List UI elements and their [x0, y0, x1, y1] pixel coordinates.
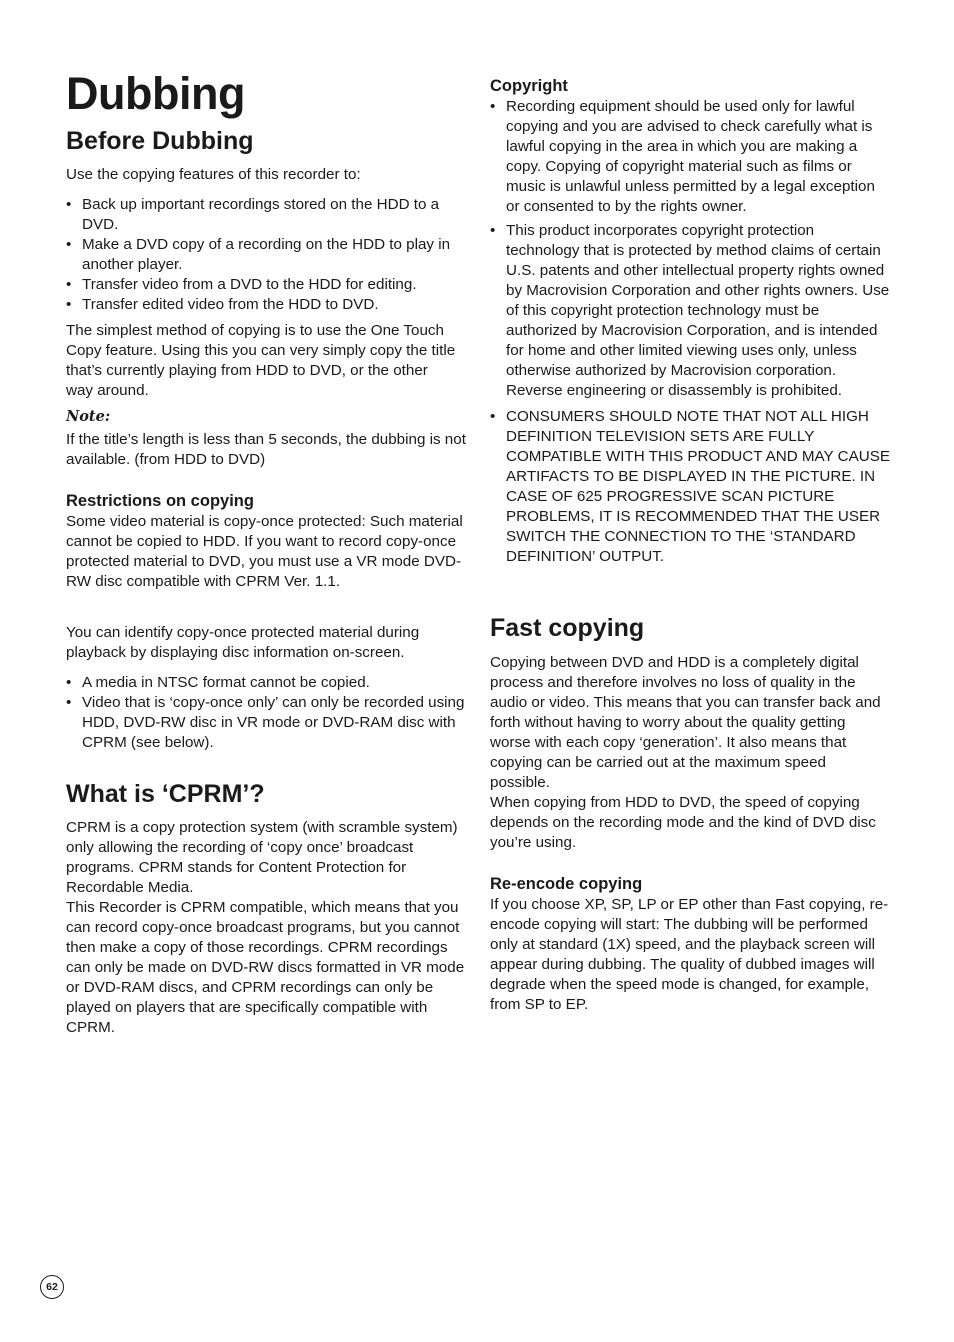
reencode-paragraph: If you choose XP, SP, LP or EP other than Fast copying, re-encode copying will start: The dubbing will be performed only at standard (1X) speed, and the playback screen will appear during dubbing. The quality of dubbed images will degrade when the speed mode is changed, for example, from SP to EP.: [490, 896, 889, 1013]
reencode-heading: Re-encode copying: [490, 875, 643, 893]
before-dubbing-heading: Before Dubbing: [66, 127, 254, 155]
before-dubbing-list: [66, 195, 466, 315]
page-number-badge: 62: [40, 1275, 64, 1299]
list-item: • Back up important recordings stored on the HDD to a DVD.: [66, 195, 466, 235]
list-item: • Transfer video from a DVD to the HDD for editing.: [66, 275, 466, 295]
one-touch-copy-paragraph: The simplest method of copying is to use the One Touch Copy feature. Using this you can very simply copy the title that’s currently playing from HDD to DVD, or the other way around.: [66, 322, 456, 399]
note-heading: Note:: [66, 408, 111, 425]
list-item: • Make a DVD copy of a recording on the HDD to play in another player.: [66, 235, 466, 275]
list-item: • This product incorporates copyright protection technology that is protected by method claims of certain U.S. patents and other intellectual property rights owned by Macrovision Corporation and other rights owners. Use of this copyright protection technology must be authorized by Macrovision Corporation, and is intended for home and other limited viewing uses only, unless otherwise authorized by Macrovision corporation. Reverse engineering or disassembly is prohibited.: [490, 221, 890, 401]
list-item: • A media in NTSC format cannot be copied.: [66, 673, 466, 693]
restrictions-heading: Restrictions on copying: [66, 492, 254, 510]
fast-copying-paragraph: Copying between DVD and HDD is a completely digital process and therefore involves no loss of quality in the audio or video. This means that you can transfer back and forth without having to worry about the quality getting worse with each copy ‘generation’. It also means that copying can be carried out at the maximum speed possible. When copying from HDD to DVD, the speed of copying depends on the recording mode and the kind of DVD disc you’re using.: [490, 654, 881, 851]
list-item: • Video that is ‘copy-once only’ can only be recorded using HDD, DVD-RW disc in VR mode or DVD-RAM disc with CPRM (see below).: [66, 693, 466, 753]
list-item: • Recording equipment should be used only for lawful copying and you are advised to check carefully what is lawful copying in the area in which you are making a copy. Copying of copyright material such as films or music is unlawful unless permitted by a legal exception or consented to by the rights owner.: [490, 97, 890, 217]
note-text: If the title’s length is less than 5 seconds, the dubbing is not available. (from HDD to DVD): [66, 431, 466, 468]
copyright-heading: Copyright: [490, 77, 568, 95]
fast-copying-heading: Fast copying: [490, 614, 645, 642]
restrictions-list: [66, 673, 466, 753]
restrictions-paragraph-1: Some video material is copy-once protected: Such material cannot be copied to HDD. If you want to record copy-once protected material to DVD, you must use a VR mode DVD-RW disc compatible with CPRM Ver. 1.1.: [66, 513, 463, 590]
page-title: Dubbing: [66, 68, 245, 119]
copyright-list: [490, 97, 890, 567]
cprm-paragraph: CPRM is a copy protection system (with scramble system) only allowing the recording of ‘copy once’ broadcast programs. CPRM stands for Content Protection for Recordable Media. This Recorder is CPRM compatible, which means that you can record copy-once broadcast programs, but you cannot then make a copy of those recordings. CPRM recordings can only be made on DVD-RW discs formatted in VR mode or DVD-RAM discs, and CPRM recordings can only be played on players that are specifically compatible with CPRM.: [66, 819, 465, 1036]
restrictions-paragraph-2: You can identify copy-once protected material during playback by displaying disc information on-screen.: [66, 624, 420, 661]
cprm-heading: What is ‘CPRM’?: [66, 780, 265, 808]
list-item: • Transfer edited video from the HDD to DVD.: [66, 295, 466, 315]
before-dubbing-intro: Use the copying features of this recorder to:: [66, 166, 361, 183]
list-item: • CONSUMERS SHOULD NOTE THAT NOT ALL HIGH DEFINITION TELEVISION SETS ARE FULLY COMPATIBLE WITH THIS PRODUCT AND MAY CAUSE ARTIFACTS TO BE DISPLAYED IN THE PICTURE. IN CASE OF 625 PROGRESSIVE SCAN PICTURE PROBLEMS, IT IS RECOMMENDED THAT THE USER SWITCH THE CONNECTION TO THE ‘STANDARD DEFINITION’ OUTPUT.: [490, 407, 890, 567]
